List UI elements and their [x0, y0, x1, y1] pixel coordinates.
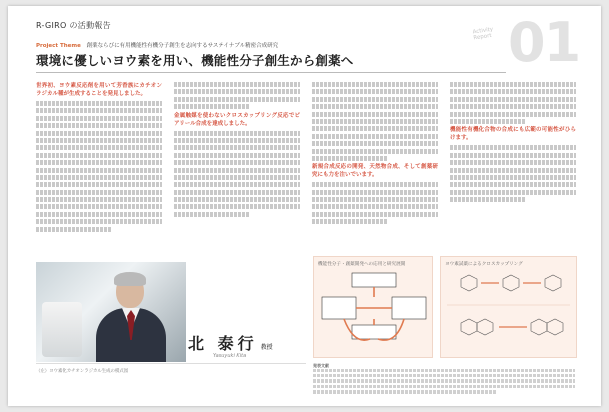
figure-title: ヨウ素試薬によるクロスカップリング: [445, 262, 523, 267]
body-text: [36, 101, 162, 232]
title-divider: [36, 72, 506, 73]
person-name: [188, 331, 273, 354]
references: [313, 363, 575, 396]
body-text: [450, 82, 576, 124]
portrait-photo: [36, 262, 186, 362]
project-theme-tag: Project Theme: [36, 43, 81, 49]
column-lead: 機能性有機化合物の合成にも広範の可能性がひらけます。: [450, 127, 576, 142]
project-theme: [36, 41, 278, 49]
text-column-3: [312, 82, 438, 227]
body-text: [312, 82, 438, 161]
column-lead: 世界初、ヨウ素反応剤を用いて芳香族にカチオンラジカル種が生成することを発見しました。: [36, 83, 162, 97]
text-column-2: [174, 82, 300, 219]
project-theme-text: 創薬ならびに有用機能性有機分子創生を志向するサステイナブル精密合成研究: [86, 43, 279, 49]
references-title: 発表文献: [313, 363, 329, 368]
column-lead: 金属触媒を使わないクロスカップリング反応でビアリール合成を達成しました。: [174, 112, 300, 127]
org-label: R-GIRO の活動報告: [36, 21, 111, 30]
chemistry-scheme-svg: [441, 257, 576, 357]
activity-label: Activity: [472, 26, 494, 36]
body-text: [312, 182, 438, 224]
body-text: [174, 131, 300, 217]
name-en: Yasuyuki Kita: [213, 353, 247, 359]
name-title: 教授: [260, 344, 273, 351]
body-text: [450, 145, 576, 202]
body-text: [174, 82, 300, 109]
report-label: Report: [473, 32, 492, 42]
text-column-4: [450, 82, 576, 204]
article-title: 環境に優しいヨウ素を用い、機能性分子創生から創薬へ: [36, 53, 354, 68]
text-column-1: [36, 82, 162, 234]
footer-divider: [36, 363, 306, 364]
person-figure: [96, 272, 166, 362]
figure-flow-diagram: [313, 256, 433, 358]
column-lead: 新規合成反応の開発、天然物合成、そして創薬研究にも力を注いでいます。: [312, 164, 438, 179]
photo-caption: （左）ヨウ素化カチオンラジカル生成の模式図: [36, 369, 129, 374]
flow-diagram-svg: [314, 257, 432, 357]
activity-report-label: [472, 27, 494, 42]
report-number: 01: [508, 11, 580, 74]
references-text: [313, 369, 575, 394]
figure-chemistry-scheme: [440, 256, 577, 358]
figure-title: 機能性分子・創薬開発への応用と研究展開: [318, 262, 406, 267]
name-jp: 北 泰行: [188, 334, 258, 353]
report-page: [8, 6, 601, 406]
lab-background: [42, 302, 82, 357]
